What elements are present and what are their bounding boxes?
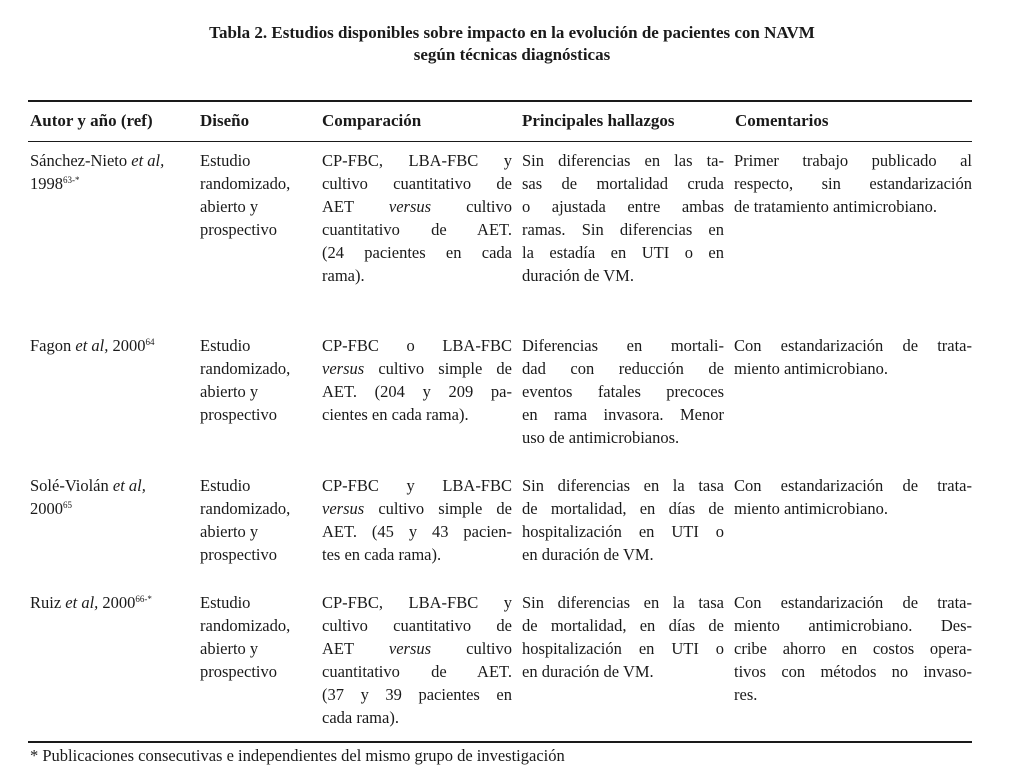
row-1-comparison-line: rama). [322,266,365,285]
row-1-comments-line: Primer trabajo publicado al [734,151,972,170]
table-title-line-2: según técnicas diagnósticas [413,45,611,64]
row-4-comparison-line: (37 y 39 pacientes en [322,685,512,704]
row-1-author: Sánchez-Nieto et al, $1998^{63-*}$ [30,151,165,193]
row-4-comments-line: cribe ahorro en costos opera- [734,639,972,658]
row-3-comparison-line: AET. (45 y 43 pacien- [322,522,512,541]
row-2-findings [522,334,724,449]
row-4-design-line: Estudio [200,593,251,612]
header-rule [28,141,972,142]
row-1-findings-line: Sin diferencias en las ta- [522,151,724,170]
row-4-design-line: randomizado, [200,616,291,635]
row-3-comparison-line: CP-FBC y LBA-FBC [322,476,512,495]
row-3-comparison [322,474,512,566]
row-1-comments-line: de tratamiento antimicrobiano. [734,197,937,216]
row-2-comparison-line: versus cultivo simple de [322,359,512,378]
row-1-design-line: randomizado, [200,174,291,193]
row-1-findings-line: sas de mortalidad cruda [522,174,724,193]
row-2-comparison [322,334,512,426]
row-3-comments [734,474,972,520]
row-4-comparison [322,591,512,729]
row-3-findings-line: en duración de VM. [522,545,654,564]
row-3-author: Solé-Violán et al, 2000$^{65}$ [30,476,146,518]
header-findings: Principales hallazgos [522,111,675,130]
row-3-findings-line: Sin diferencias en la tasa [522,476,724,495]
row-2-comparison-line: AET. (204 y 209 pa- [322,382,512,401]
row-2-comments [734,334,972,380]
row-4-design [200,591,312,683]
header-author: Autor y año (ref) [30,111,153,130]
row-4-design-line: abierto y [200,639,259,658]
row-2-design-line: Estudio [200,336,251,355]
row-2-comparison-line: cientes en cada rama). [322,405,469,424]
row-1-design-line: prospectivo [200,220,277,239]
row-1-comments-line: respecto, sin estandarización [734,174,972,193]
row-4-findings [522,591,724,683]
row-3-findings-line: hospitalización en UTI o [522,522,724,541]
row-4-findings-line: en duración de VM. [522,662,654,681]
row-4-findings-line: Sin diferencias en la tasa [522,593,724,612]
row-2-design [200,334,312,426]
row-4-comments [734,591,972,706]
bottom-rule [28,741,972,743]
row-2-findings-line: Diferencias en mortali- [522,336,724,355]
row-1-comparison-line: AET versus cultivo [322,197,512,216]
row-4-findings-line: de mortalidad, en días de [522,616,724,635]
row-4-comments-line: Con estandarización de trata- [734,593,972,612]
row-1-comparison-line: CP-FBC, LBA-FBC y [322,151,512,170]
row-1-comparison-line: cultivo cuantitativo de [322,174,512,193]
row-4-comments-line: miento antimicrobiano. Des- [734,616,972,635]
row-2-comments-line: Con estandarización de trata- [734,336,972,355]
row-1-comparison-line: cuantitativo de AET. [322,220,512,239]
row-4-author: Ruiz et al, $2000^{66-*}$ [30,593,152,612]
row-4-comparison-line: cultivo cuantitativo de [322,616,512,635]
row-4-comparison-line: CP-FBC, LBA-FBC y [322,593,512,612]
row-2-comparison-line: CP-FBC o LBA-FBC [322,336,512,355]
row-3-design-line: prospectivo [200,545,277,564]
row-3-comments-line: Con estandarización de trata- [734,476,972,495]
row-1-findings-line: duración de VM. [522,266,634,285]
row-2-design-line: abierto y [200,382,259,401]
row-3-findings [522,474,724,566]
row-2-findings-line: uso de antimicrobianos. [522,428,680,447]
row-1-comparison [322,149,512,287]
header-design: Diseño [200,111,250,130]
row-1-findings [522,149,724,287]
row-3-comparison-line: tes en cada rama). [322,545,442,564]
row-1-design-line: abierto y [200,197,259,216]
row-3-design-line: abierto y [200,522,259,541]
row-4-comparison-line: cuantitativo de AET. [322,662,512,681]
row-2-findings-line: en rama invasora. Menor [522,405,724,424]
header-comparison: Comparación [322,111,422,130]
row-3-design-line: randomizado, [200,499,291,518]
row-2-findings-line: eventos fatales precoces [522,382,724,401]
row-2-author: Fagon et al, 2000$^{64}$ [30,336,155,355]
row-3-design [200,474,312,566]
row-4-comparison-line: AET versus cultivo [322,639,512,658]
row-4-findings-line: hospitalización en UTI o [522,639,724,658]
top-rule [28,100,972,102]
row-3-design-line: Estudio [200,476,251,495]
row-2-design-line: prospectivo [200,405,277,424]
row-3-comments-line: miento antimicrobiano. [734,499,888,518]
row-3-comparison-line: versus cultivo simple de [322,499,512,518]
row-4-comments-line: tivos con métodos no invaso- [734,662,972,681]
row-4-comments-line: res. [734,685,758,704]
table-title-line-1: Tabla 2. Estudios disponibles sobre impacto en la evolución de pacientes con NAVM [209,23,815,42]
row-4-design-line: prospectivo [200,662,277,681]
footnote: * Publicaciones consecutivas e independientes del mismo grupo de investigación [30,746,565,765]
row-1-findings-line: ramas. Sin diferencias en [522,220,724,239]
row-1-design-line: Estudio [200,151,251,170]
row-1-comments [734,149,972,218]
row-1-findings-line: la estadía en UTI o en [522,243,724,262]
row-1-design [200,149,312,241]
row-2-design-line: randomizado, [200,359,291,378]
row-2-findings-line: dad con reducción de [522,359,724,378]
table-title [0,22,1024,66]
header-comments: Comentarios [735,111,829,130]
row-3-findings-line: de mortalidad, en días de [522,499,724,518]
row-1-comparison-line: (24 pacientes en cada [322,243,512,262]
row-1-findings-line: o ajustada entre ambas [522,197,724,216]
row-4-comparison-line: cada rama). [322,708,399,727]
row-2-comments-line: miento antimicrobiano. [734,359,888,378]
